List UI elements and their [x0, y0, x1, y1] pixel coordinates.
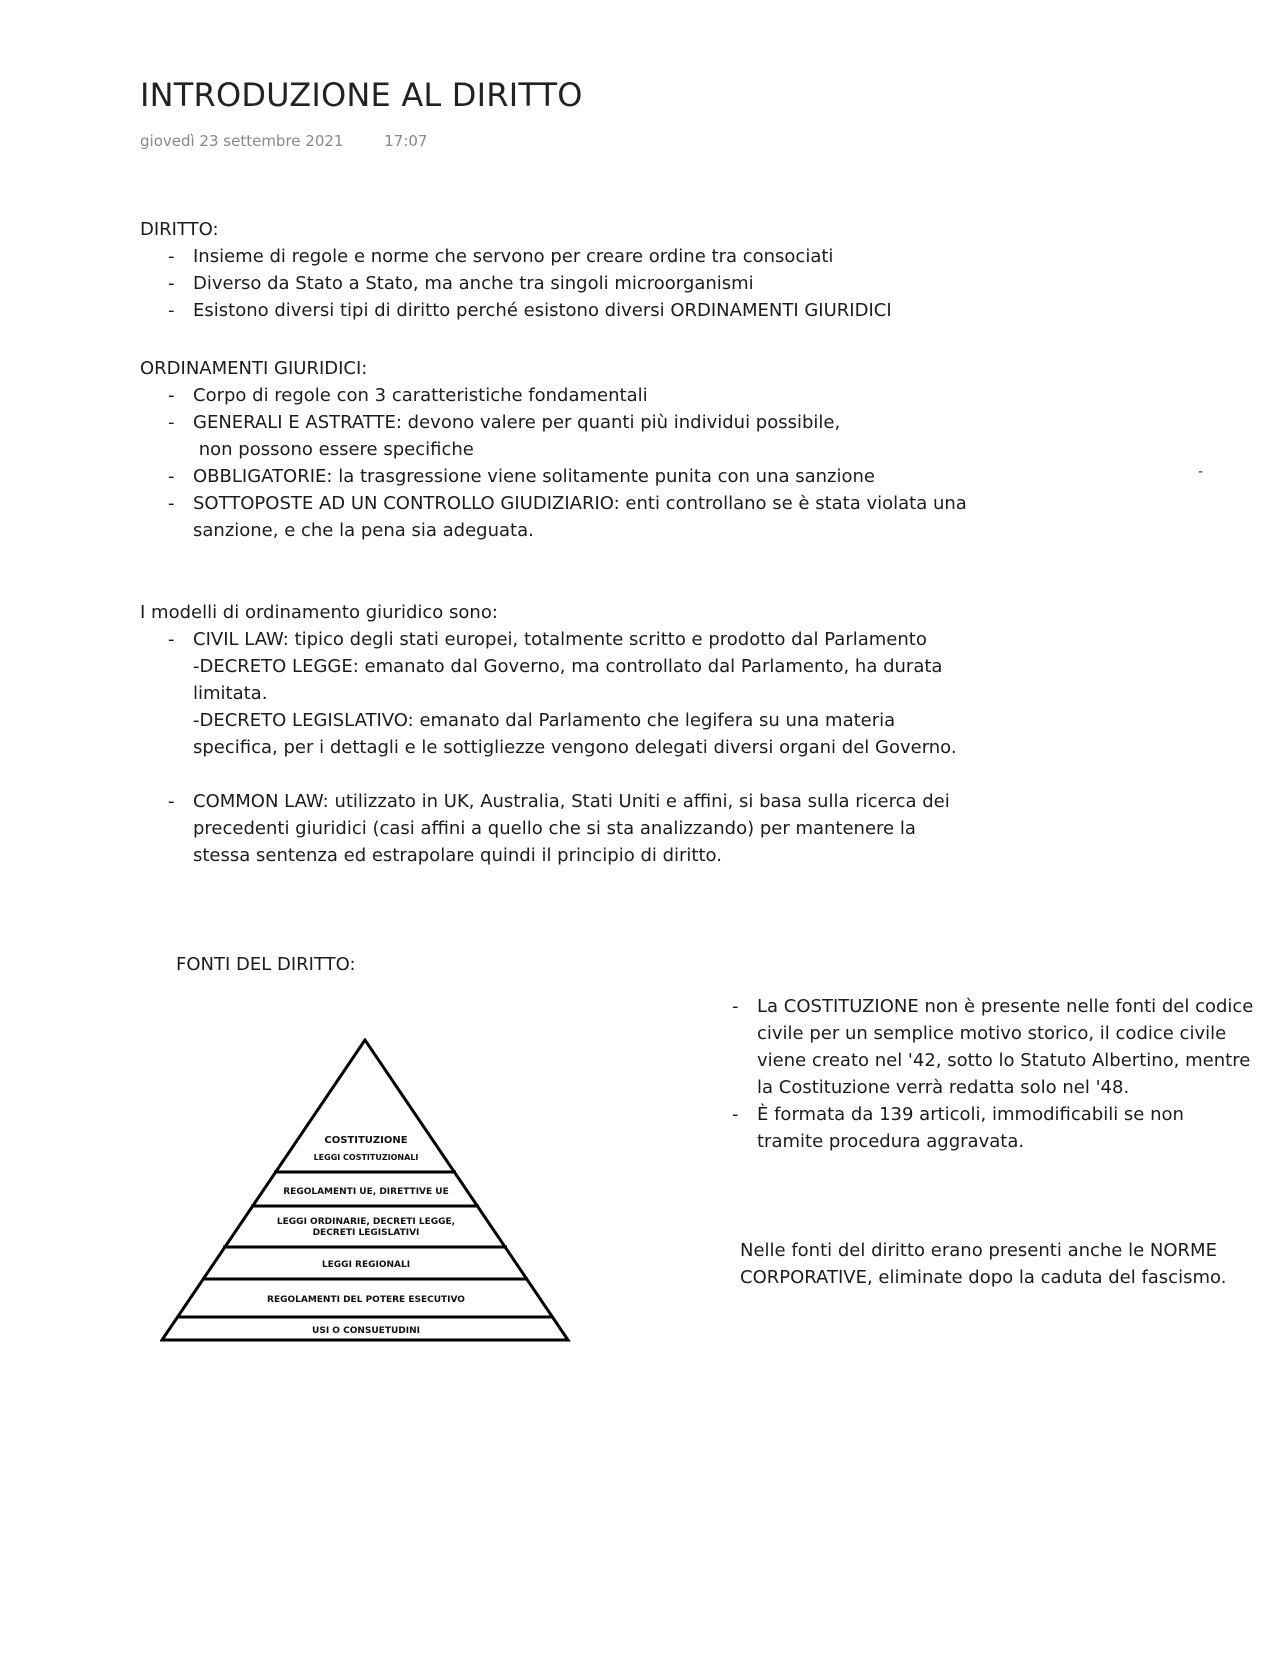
list-item: - È formata da 139 articoli, immodificabili se non tramite procedura aggravata.: [732, 1104, 1184, 1152]
page-title: INTRODUZIONE AL DIRITTO: [140, 76, 583, 114]
pyramid-level-3-sub: DECRETI LEGISLATIVI: [312, 1228, 420, 1238]
fonti-pyramid: [160, 1038, 580, 1348]
stray-dash: -: [1198, 464, 1204, 480]
note-time: 17:07: [384, 132, 428, 150]
list-item: - GENERALI E ASTRATTE: devono valere per quanti più individui possibile, non possono essere specifiche: [168, 412, 841, 460]
pyramid-level-1: COSTITUZIONE: [324, 1135, 408, 1146]
pyramid-level-1-sub: LEGGI COSTITUZIONALI: [313, 1153, 419, 1162]
section-modelli: [140, 599, 957, 869]
note-date: giovedì 23 settembre 2021: [140, 132, 344, 150]
section-heading: I modelli di ordinamento giuridico sono:: [140, 602, 498, 623]
section-heading-fonti: FONTI DEL DIRITTO:: [176, 954, 356, 975]
list-item: - Corpo di regole con 3 caratteristiche fondamentali: [168, 385, 648, 406]
list-item: - La COSTITUZIONE non è presente nelle fonti del codice civile per un semplice motivo storico, il codice civile viene creato nel '42, sotto lo Statuto Albertino, mentre la Costituzione verrà redatta solo nel '48.: [732, 996, 1254, 1098]
list-item: - OBBLIGATORIE: la trasgressione viene solitamente punita con una sanzione: [168, 466, 876, 487]
list-item-civil-law: - CIVIL LAW: tipico degli stati europei, totalmente scritto e prodotto dal Parlamento -DECRETO LEGGE: emanato dal Governo, ma controllato dal Parlamento, ha durata limitata. -DECRETO LEGISLATIVO: emanato dal Parlamento che legifera su una materia specifica, per i dettagli e le sottigliezze vengono delegati diversi organi del Governo.: [168, 629, 957, 758]
pyramid-level-5: REGOLAMENTI DEL POTERE ESECUTIVO: [267, 1295, 465, 1305]
list-item-common-law: - COMMON LAW: utilizzato in UK, Australia, Stati Uniti e affini, si basa sulla ricerca dei precedenti giuridici (casi affini a quello che si sta analizzando) per mantenere la stessa sentenza ed estrapolare quindi il principio di diritto.: [168, 791, 950, 866]
pyramid-level-4: LEGGI REGIONALI: [321, 1260, 411, 1270]
ordinamenti-list: [140, 382, 967, 544]
list-item: - Diverso da Stato a Stato, ma anche tra singoli microorganismi: [168, 273, 754, 294]
spacer: [140, 761, 957, 788]
section-ordinamenti: [140, 355, 967, 544]
norme-corporative-note: Nelle fonti del diritto erano presenti anche le NORME CORPORATIVE, eliminate dopo la caduta del fascismo.: [740, 1240, 1227, 1288]
section-heading: DIRITTO:: [140, 219, 219, 240]
pyramid-level-3: LEGGI ORDINARIE, DECRETI LEGGE,: [276, 1217, 456, 1227]
costituzione-notes: [730, 993, 1270, 1155]
pyramid-level-6: USI O CONSUETUDINI: [312, 1326, 420, 1336]
section-diritto: [140, 216, 892, 324]
list-item: - Esistono diversi tipi di diritto perché esistono diversi ORDINAMENTI GIURIDICI: [168, 300, 892, 321]
section-heading: ORDINAMENTI GIURIDICI:: [140, 358, 368, 379]
diritto-list: [140, 243, 892, 324]
pyramid-level-2: REGOLAMENTI UE, DIRETTIVE UE: [283, 1187, 449, 1197]
modelli-list: [140, 626, 957, 869]
note-meta: [140, 132, 427, 150]
list-item: - SOTTOPOSTE AD UN CONTROLLO GIUDIZIARIO: enti controllano se è stata violata una sanzione, e che la pena sia adeguata.: [168, 493, 967, 541]
list-item: - Insieme di regole e norme che servono per creare ordine tra consociati: [168, 246, 834, 267]
